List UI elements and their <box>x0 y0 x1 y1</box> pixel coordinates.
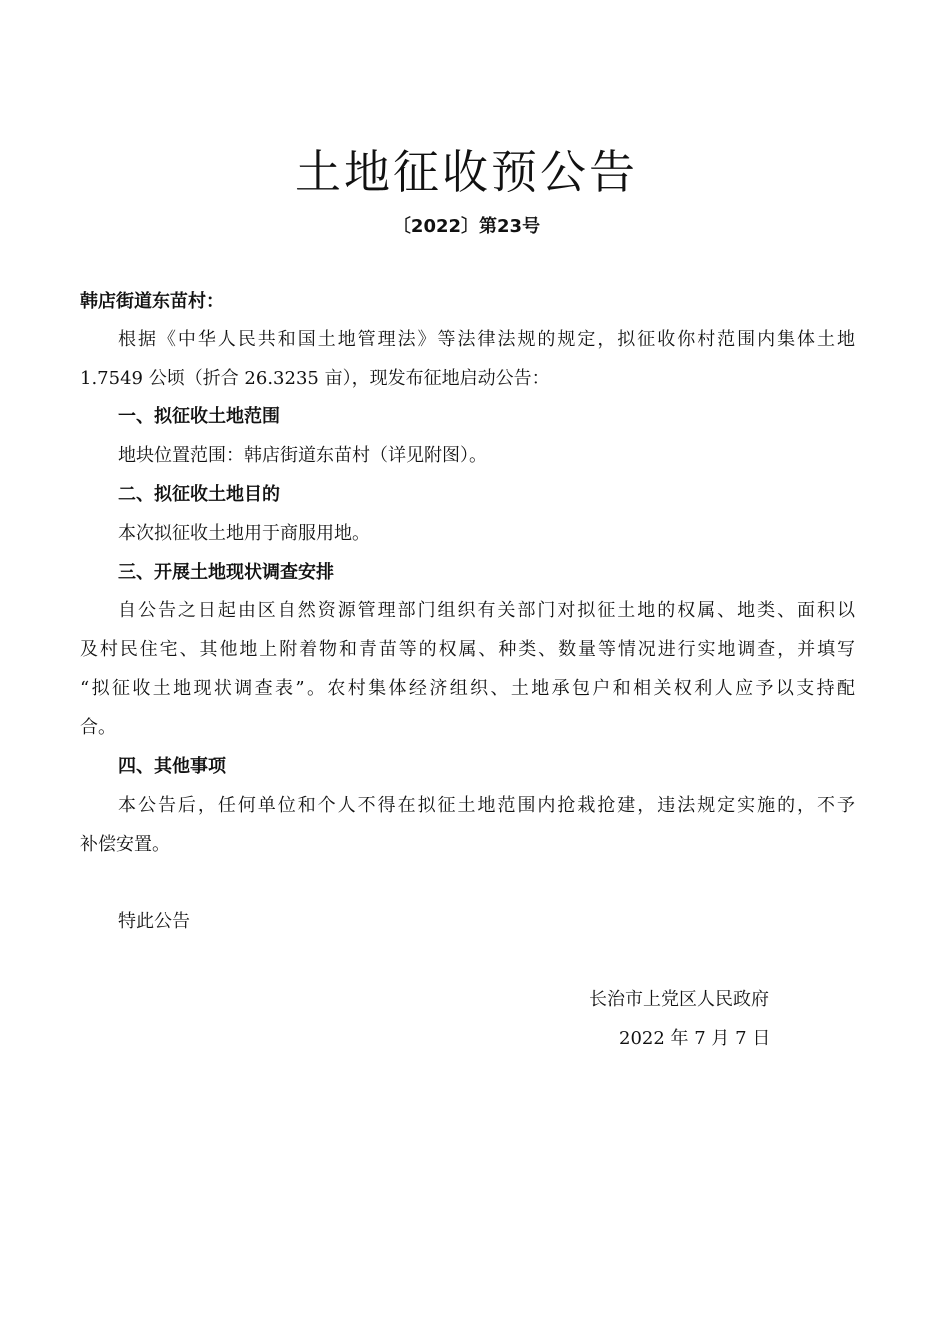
section-3-line-2: 及村民住宅、其他地上附着物和青苗等的权属、种类、数量等情况进行实地调查，并填写 <box>80 639 855 660</box>
section-1-heading: 一、拟征收土地范围 <box>118 406 280 427</box>
section-2-heading: 二、拟征收土地目的 <box>118 484 280 505</box>
section-3-line-3: “拟征收土地现状调查表”。农村集体经济组织、土地承包户和相关权利人应予以支持配 <box>80 678 855 699</box>
section-4-line-1: 本公告后，任何单位和个人不得在拟征土地范围内抢栽抢建，违法规定实施的，不予 <box>118 795 855 816</box>
signature-date: 2022 年 7 月 7 日 <box>619 1028 771 1049</box>
addressee: 韩店街道东苗村： <box>80 291 224 312</box>
section-3-heading: 三、开展土地现状调查安排 <box>118 562 334 583</box>
section-3-line-4: 合。 <box>80 717 116 738</box>
closing-text: 特此公告 <box>118 911 190 932</box>
document-number: 〔2022〕第23号 <box>392 216 541 237</box>
section-4-line-2: 补偿安置。 <box>80 834 170 855</box>
signature-organization: 长治市上党区人民政府 <box>589 989 769 1010</box>
section-3-line-1: 自公告之日起由区自然资源管理部门组织有关部门对拟征土地的权属、地类、面积以 <box>118 600 855 621</box>
document-title: 土地征收预公告 <box>295 145 638 199</box>
section-4-heading: 四、其他事项 <box>118 756 226 777</box>
section-2-body: 本次拟征收土地用于商服用地。 <box>118 523 370 544</box>
intro-line-1: 根据《中华人民共和国土地管理法》等法律法规的规定，拟征收你村范围内集体土地 <box>118 329 855 350</box>
section-1-body: 地块位置范围：韩店街道东苗村（详见附图）。 <box>118 445 487 466</box>
intro-line-2: 1.7549 公顷（折合 26.3235 亩），现发布征地启动公告： <box>80 368 550 389</box>
